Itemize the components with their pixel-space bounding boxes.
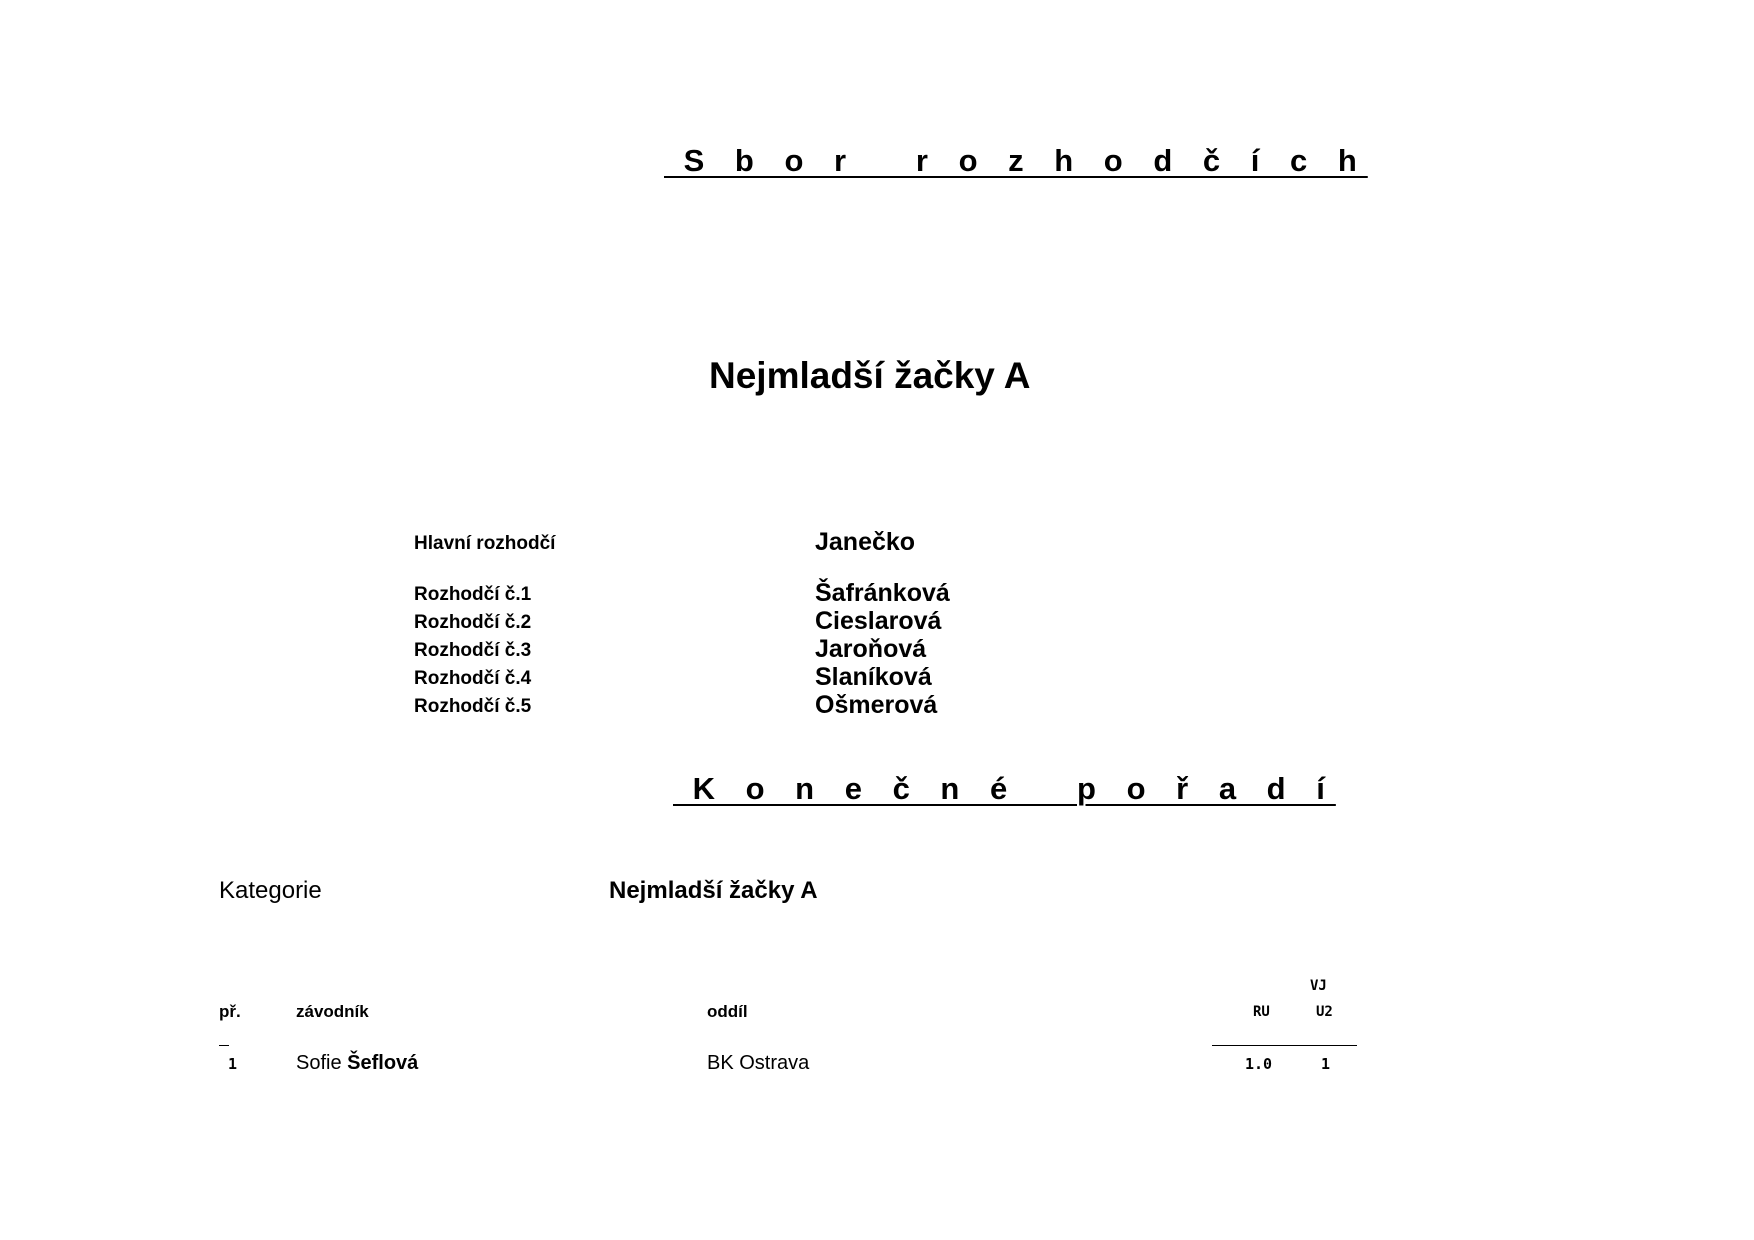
col-u2: U2 bbox=[1316, 1004, 1333, 1020]
athlete-last-name: Šeflová bbox=[347, 1052, 419, 1074]
category-value: Nejmladší žačky A bbox=[609, 877, 818, 904]
head-judge-name: Janečko bbox=[815, 528, 916, 556]
judge-label-3: Rozhodčí č.3 bbox=[414, 640, 532, 661]
judge-name-5: Ošmerová bbox=[815, 691, 938, 719]
row-athlete bbox=[296, 1052, 418, 1075]
col-vj: VJ bbox=[1310, 978, 1327, 994]
judges-heading: S b o r r o z h o d č í c h bbox=[664, 143, 1368, 178]
row-ru: 1.0 bbox=[1245, 1055, 1273, 1073]
col-rank: př. bbox=[219, 1002, 241, 1021]
judge-name-1: Šafránková bbox=[815, 579, 950, 607]
judge-label-2: Rozhodčí č.2 bbox=[414, 612, 532, 633]
results-heading: K o n e č n é p o ř a d í bbox=[673, 771, 1336, 806]
row-club: BK Ostrava bbox=[707, 1052, 810, 1074]
scores-divider bbox=[1212, 1045, 1357, 1046]
judge-name-3: Jaroňová bbox=[815, 635, 927, 663]
category-label: Kategorie bbox=[219, 877, 322, 904]
judge-name-4: Slaníková bbox=[815, 663, 932, 691]
judge-label-5: Rozhodčí č.5 bbox=[414, 696, 532, 717]
head-judge-label: Hlavní rozhodčí bbox=[414, 533, 556, 554]
judge-label-4: Rozhodčí č.4 bbox=[414, 668, 532, 689]
col-ru: RU bbox=[1253, 1004, 1270, 1020]
col-athlete: závodník bbox=[296, 1002, 369, 1021]
row-rank: 1 bbox=[228, 1055, 238, 1073]
event-title: Nejmladší žačky A bbox=[709, 355, 1031, 396]
row-u2: 1 bbox=[1321, 1055, 1331, 1073]
judge-label-1: Rozhodčí č.1 bbox=[414, 584, 532, 605]
rank-divider bbox=[219, 1045, 229, 1046]
athlete-first-name: Sofie bbox=[296, 1052, 342, 1074]
judge-name-2: Cieslarová bbox=[815, 607, 942, 635]
col-club: oddíl bbox=[707, 1002, 748, 1021]
